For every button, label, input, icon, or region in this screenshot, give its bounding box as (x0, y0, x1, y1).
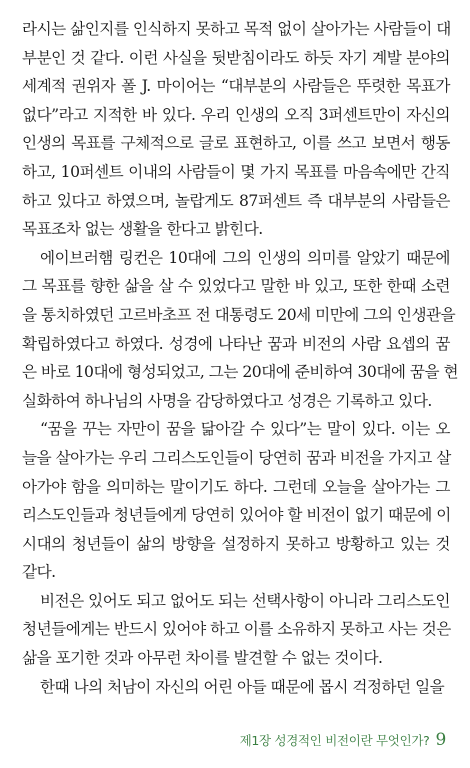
text-line: 시대의 청년들이 삶의 방향을 설정하지 못하고 방황하고 있는 것 (22, 534, 450, 553)
text-line: 없다”라고 지적한 바 있다. 우리 인생의 오직 3퍼센트만이 자신의 (22, 105, 450, 124)
text-line: 비전은 있어도 되고 없어도 되는 선택사항이 아니라 그리스도인 (40, 591, 450, 610)
text-line: 은 바로 10대에 형성되었고, 그는 20대에 준비하여 30대에 꿈을 현 (22, 363, 459, 382)
text-line: 하고 있다고 하였으며, 놀랍게도 87퍼센트 즉 대부분의 사람들은 (22, 191, 450, 210)
text-line: 실화하여 하나님의 사명을 감당하였다고 성경은 기록하고 있다. (22, 391, 432, 410)
text-line: 라시는 삶인지를 인식하지 못하고 목적 없이 살아가는 사람들이 대 (22, 20, 451, 38)
page-footer (240, 730, 446, 750)
text-line: 부분인 것 같다. 이런 사실을 뒷받침이라도 하듯 자기 계발 분야의 (22, 48, 450, 67)
text-line: 확립하였다고 하였다. 성경에 나타난 꿈과 비전의 사람 요셉의 꿈 (22, 334, 450, 353)
text-line: “꿈을 꾸는 자만이 꿈을 닮아갈 수 있다”는 말이 있다. 이는 오 (40, 420, 450, 439)
text-line: 늘을 살아가는 우리 그리스도인들이 당연히 꿈과 비전을 가지고 살 (22, 448, 451, 467)
text-line: 을 통치하였던 고르바초프 전 대통령도 20세 미만에 그의 인생관을 (22, 305, 456, 324)
text-line: 그 목표를 향한 삶을 살 수 있었다고 말한 바 있고, 또한 한때 소련 (22, 277, 450, 296)
text-line: 같다. (22, 563, 56, 582)
text-line: 아가야 함을 의미하는 말이기도 하다. 그런데 오늘을 살아가는 그 (22, 477, 450, 496)
text-line: 세계적 권위자 폴 J. 마이어는 “대부분의 사람들은 뚜렷한 목표가 (22, 77, 450, 96)
page-number: 9 (435, 730, 446, 750)
text-line: 삶을 포기한 것과 아무런 차이를 발견할 수 없는 것이다. (22, 649, 383, 668)
chapter-title: 제1장 성경적인 비전이란 무엇인가? (239, 733, 430, 748)
text-line: 한때 나의 처남이 자신의 어린 아들 때문에 몹시 걱정하던 일을 (40, 677, 445, 696)
text-line: 인생의 목표를 구체적으로 글로 표현하고, 이를 쓰고 보면서 행동 (22, 134, 450, 153)
text-line: 청년들에게는 반드시 있어야 하고 이를 소유하지 못하고 사는 것은 (22, 620, 451, 639)
text-line: 하고, 10퍼센트 이내의 사람들이 몇 가지 목표를 마음속에만 간직 (22, 162, 450, 181)
text-line: 에이브러햄 링컨은 10대에 그의 인생의 의미를 알았기 때문에 (40, 248, 450, 267)
text-line: 목표조차 없는 생활을 한다고 밝힌다. (22, 220, 263, 239)
text-line: 리스도인들과 청년들에게 당연히 있어야 할 비전이 없기 때문에 이 (22, 506, 451, 525)
body-text (22, 15, 459, 701)
